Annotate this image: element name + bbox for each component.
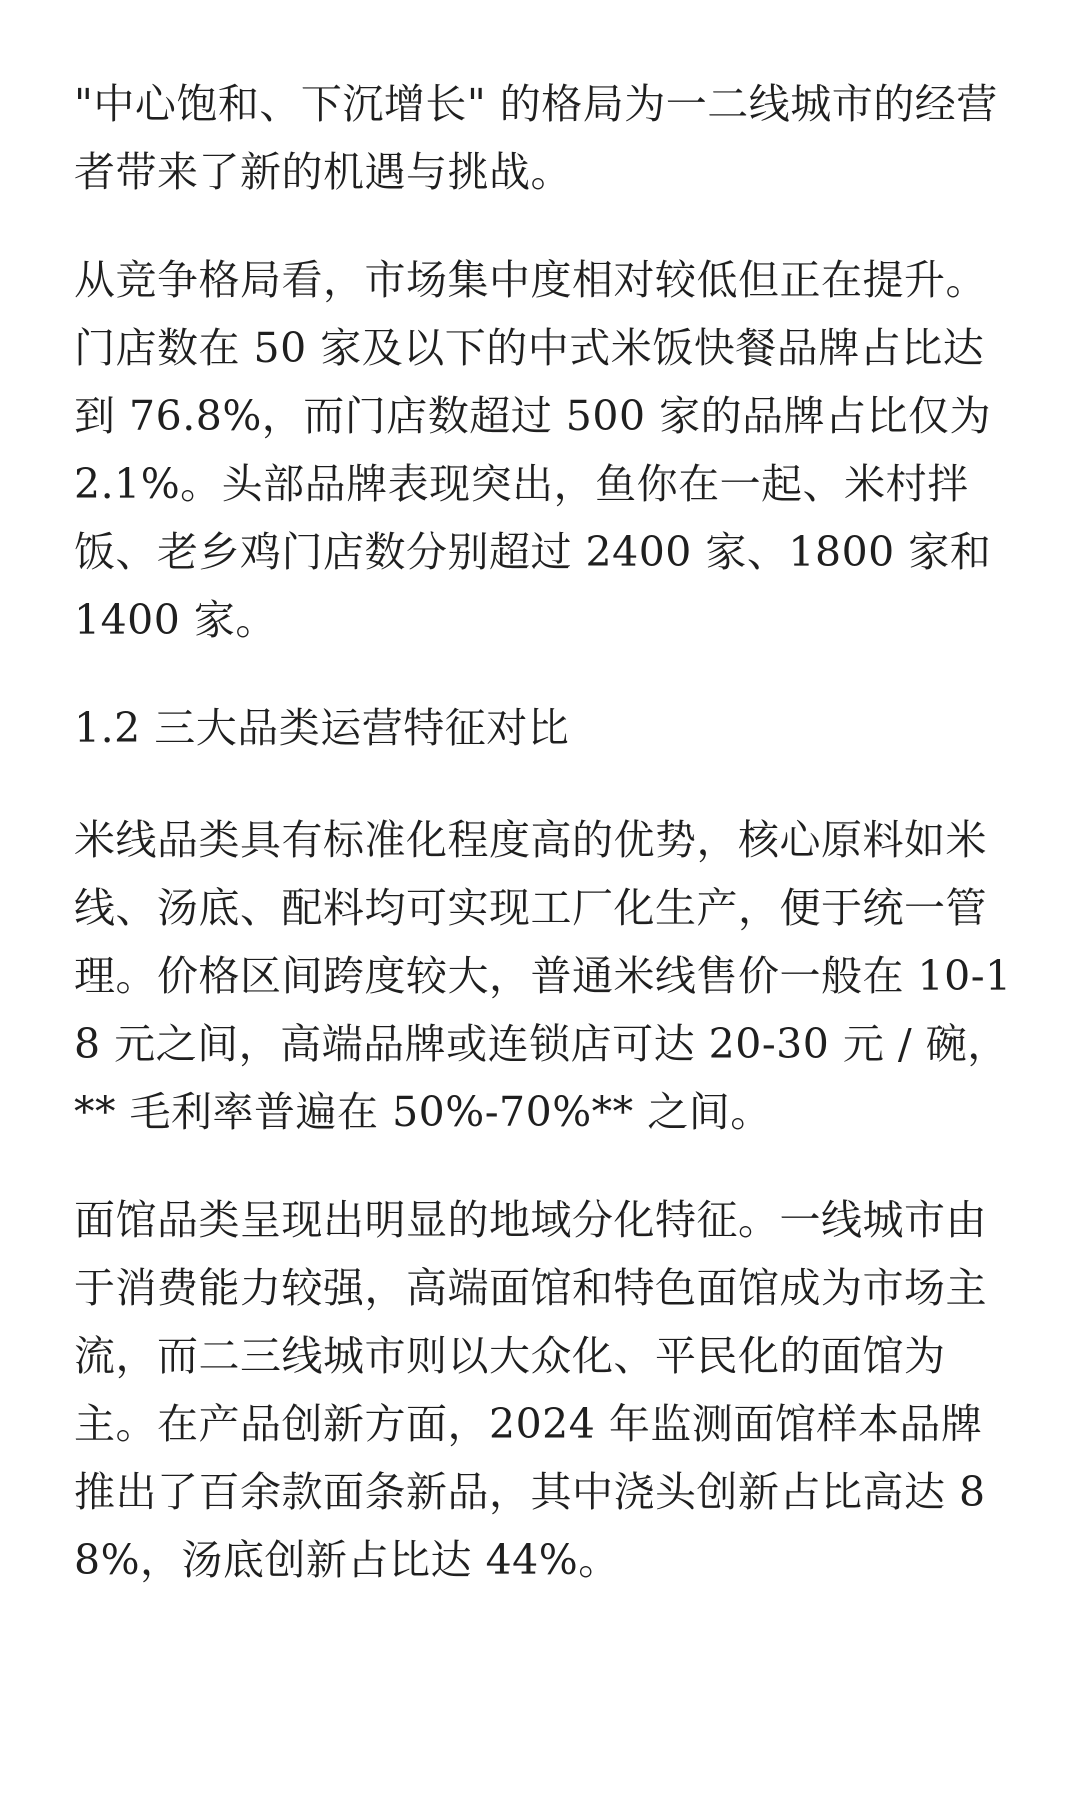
paragraph-market-pattern: "中心饱和、下沉增长" 的格局为一二线城市的经营者带来了新的机遇与挑战。 xyxy=(74,80,998,196)
paragraph-rice-noodle: 米线品类具有标准化程度高的优势，核心原料如米线、汤底、配料均可实现工厂化生产，便于统一管理。价格区间跨度较大，普通米线售价一般在 10-18 元之间，高端品牌或连锁店可达 20-30 元 / 碗，** 毛利率普遍在 50%-70%** 之间。 xyxy=(74,816,1012,1136)
paragraph-noodle-shop: 面馆品类呈现出明显的地域分化特征。一线城市由于消费能力较强，高端面馆和特色面馆成为市场主流，而二三线城市则以大众化、平民化的面馆为主。在产品创新方面，2024 年监测面馆样本品牌推出了百余款面条新品，其中浇头创新占比高达 88%，汤底创新占比达 44%。 xyxy=(74,1196,987,1584)
section-heading: 1.2 三大品类运营特征对比 xyxy=(74,704,570,752)
article-body xyxy=(74,70,1014,1634)
paragraph-competition: 从竞争格局看，市场集中度相对较低但正在提升。门店数在 50 家及以下的中式米饭快餐品牌占比达到 76.8%，而门店数超过 500 家的品牌占比仅为 2.1%。头部品牌表现突出，鱼你在一起、米村拌饭、老乡鸡门店数分别超过 2400 家、1800 家和 1400 家。 xyxy=(74,256,992,644)
